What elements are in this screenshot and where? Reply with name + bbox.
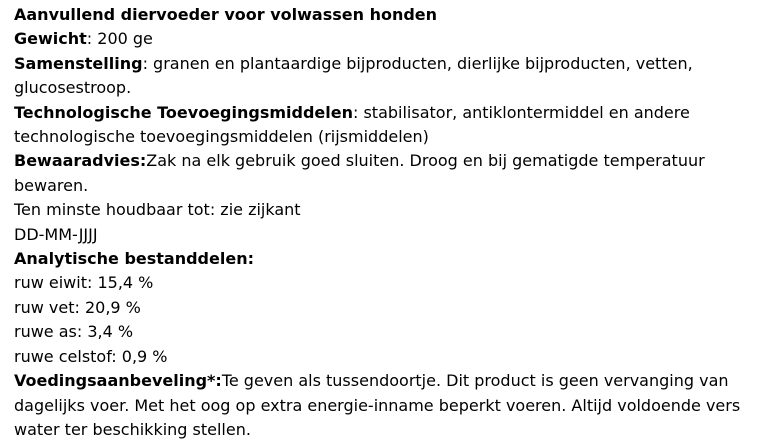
analysis-item-fibre: ruwe celstof: 0,9 %: [14, 346, 168, 366]
storage-line-1: [14, 149, 754, 173]
additives-line-1: [14, 101, 754, 125]
product-label-text: [14, 3, 754, 442]
composition-line-2: glucosestroop.: [14, 78, 132, 98]
feeding-line-2: dagelijks voer. Met het oog op extra energie-inname beperkt voeren. Altijd voldoende vers: [14, 395, 741, 415]
composition-label: Samenstelling: [14, 53, 143, 73]
storage-line-2: bewaren.: [14, 175, 89, 195]
best-before-text: Ten minste houdbaar tot: zie zijkant: [14, 200, 301, 220]
feeding-label: Voedingsaanbeveling*:: [14, 371, 222, 391]
feeding-line-3: water ter beschikking stellen.: [14, 419, 251, 439]
storage-text-1: Zak na elk gebruik goed sluiten. Droog en bij gematigde temperatuur: [146, 151, 705, 171]
composition-text-1: : granen en plantaardige bijproducten, dierlijke bijproducten, vetten,: [142, 53, 693, 73]
additives-label: Technologische Toevoegingsmiddelen: [14, 102, 353, 122]
weight-line: [14, 27, 754, 51]
analysis-item-fat: ruw vet: 20,9 %: [14, 297, 141, 317]
best-before-format: DD-MM-JJJJ: [14, 224, 98, 244]
analysis-heading: Analytische bestanddelen:: [14, 249, 254, 269]
feeding-line-1: [14, 369, 754, 393]
weight-label: Gewicht: [14, 29, 87, 49]
additives-line-2: technologische toevoegingsmiddelen (rijsmiddelen): [14, 127, 429, 147]
composition-line-1: [14, 52, 754, 76]
additives-text-1: : stabilisator, antiklontermiddel en andere: [352, 102, 690, 122]
analysis-item-ash: ruwe as: 3,4 %: [14, 322, 134, 342]
analysis-item-protein: ruw eiwit: 15,4 %: [14, 273, 154, 293]
feeding-text-1: Te geven als tussendoortje. Dit product is geen vervanging van: [221, 371, 729, 391]
weight-value: : 200 ge: [86, 29, 153, 49]
document-title: Aanvullend diervoeder voor volwassen honden: [14, 5, 438, 24]
storage-label: Bewaaradvies:: [14, 151, 147, 171]
